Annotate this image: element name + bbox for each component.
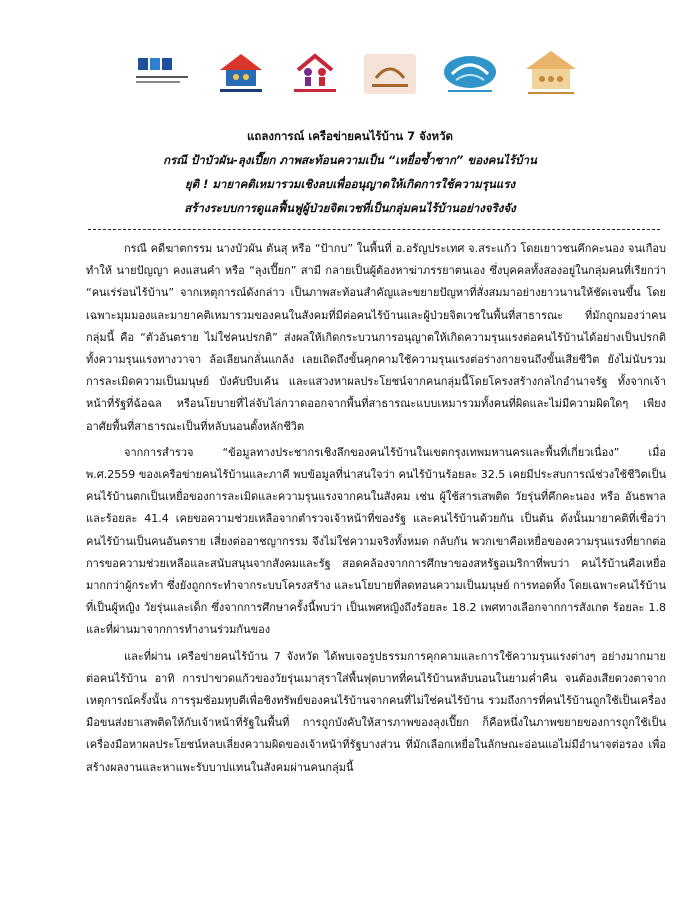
statement-title: แถลงการณ์ เครือข่ายคนไร้บ้าน 7 จังหวัด [246,129,454,143]
logo-shelter-family [288,52,342,96]
dashed-divider [88,229,660,230]
logo-water-hands [438,52,502,96]
statement-subtitle-1: กรณี ป้าบัวผัน-ลุงเปี๊ยก ภาพสะท้อนความเป็น “เหยื่อซ้ำซาก” ของคนไร้บ้าน [163,153,537,167]
paragraph-2: จากการสำรวจ “ข้อมูลทางประชากรเชิงลึกของคนไร้บ้านในเขตกรุงเทพมหานครและพื้นที่เกี่ยวเนื่อง” เมื่อ พ.ศ.2559 ของเครือข่ายคนไร้บ้านและภาคี พบข้อมูลที่น่าสนใจว่า คนไร้บ้านร้อยละ 32.5 เคยมีประสบการณ์ช่วงใช้ชีวิตเป็นคนไร้บ้านตกเป็นเหยื่อของการละเมิดและความรุนแรงจากคนในสังคม เช่น ผู้ใช้สารเสพติด วัยรุ่นที่คึกคะนอง หรือ อันธพาล และร้อยละ 41.4 เคยขอความช่วยเหลือจากตำรวจเจ้าหน้าที่ของรัฐ และคนไร้บ้านด้วยกัน เป็นต้น ดังนั้นมายาคติที่เชื่อว่า คนไร้บ้านเป็นคนอันตราย เสี่ยงต่ออาชญากรรม จึงไม่ใช่ความจริงทั้งหมด กลับกัน พวกเขาคือเหยื่อของความรุนแรงที่ยากต่อการขอความช่วยเหลือและสนับสนุนจากสังคมและรัฐ สอดคล้องจากการศึกษาของสหรัฐอเมริกาที่พบว่า คนไร้บ้านคือเหยื่อมากกว่าผู้กระทำ ซึ่งยังถูกกระทำจากระบบโครงสร้าง และนโยบายที่ลดทอนความเป็นมนุษย์ การทอดทิ้ง โดยเฉพาะคนไร้บ้านที่เป็นผู้หญิง วัยรุ่นและเด็ก ซึ่งจากการศึกษาครั้งนี้พบว่า เป็นเพศหญิงถึงร้อยละ 18.2 เพศทางเลือกจากการสังเกต ร้อยละ 1.8 และที่ผ่านมาจากการทำงานร่วมกันของ [86,445,666,637]
logo-homeless-network [214,52,268,96]
statement-subtitle-3: สร้างระบบการดูแลฟื้นฟูผู้ป่วยจิตเวชที่เป็นกลุ่มคนไร้บ้านอย่างจริงจัง [184,201,516,215]
logo-ranmanassa [130,52,194,96]
logo-hands [362,52,418,96]
logo-house-community [522,52,580,96]
paragraph-1: กรณี คดีฆาตกรรม นางบัวผัน ตันสุ หรือ “ป้ากบ” ในพื้นที่ อ.อรัญประเทศ จ.สระแก้ว โดยเยาวชนคึกคะนอง จนเกือบทำให้ นายปัญญา คงแสนคำ หรือ “ลุงเปี๊ยก” สามี กลายเป็นผู้ต้องหาฆ่าภรรยาตนเอง ซึ่งบุคคลทั้งสองอยู่ในกลุ่มคนที่เรียกว่า “คนเร่ร่อนไร้บ้าน” จากเหตุการณ์ดังกล่าว เป็นภาพสะท้อนสำคัญและขยายปัญหาที่สั่งสมมาอย่างยาวนานให้ชัดเจนขึ้น โดยเฉพาะมุมมองและมายาคติเหมารวมของคนในสังคมที่มีต่อคนไร้บ้านและผู้ป่วยจิตเวชในพื้นที่สาธารณะ ที่มักถูกมองว่าคนกลุ่มนี้ คือ “ตัวอันตราย ไม่ใช่คนปรกติ” ส่งผลให้เกิดกระบวนการอนุญาตให้เกิดความรุนแรงต่อคนไร้บ้านได้อย่างเป็นปรกติ ทั้งความรุนแรงทางวาจา ล้อเลียนกลั่นแกล้ง เลยเถิดถึงขั้นคุกคามใช้ความรุนแรงต่อร่างกายจนถึงขั้นเสียชีวิต ยังไม่นับรวมการละเมิดความเป็นมนุษย์ บังคับบีบเค้น และแสวงหาผลประโยชน์จากคนกลุ่มนี้โดยโครงสร้างกลไกอำนาจรัฐ ทั้งจากเจ้าหน้าที่รัฐที่ฉ้อฉล หรือนโยบายที่ไล่จับไล่กวาดออกจากพื้นที่สาธารณะแบบเหมารวมทั้งคนที่ผิดและไม่มีความผิดใดๆ เพียงอาศัยพื้นที่สาธารณะเป็นที่หลับนอนตั้งหลักชีวิต [86,242,666,433]
statement-header [40,128,660,224]
partner-logos [130,44,580,104]
statement-subtitle-2: ยุติ ! มายาคติเหมารวมเชิงลบเพื่ออนุญาตให้เกิดการใช้ความรุนแรง [184,177,516,191]
paragraph-3: และที่ผ่าน เครือข่ายคนไร้บ้าน 7 จังหวัด ได้พบเจอรูปธรรมการคุกคามและการใช้ความรุนแรงต่างๆ อย่างมากมายต่อคนไร้บ้าน อาทิ การปาขวดแก้วของวัยรุ่นเมาสุราใส่พื้นฟุตบาทที่คนไร้บ้านหลับนอนในยามค่ำคืน จนต้องเสียดวงตาจากเหตุการณ์ครั้งนั้น การรุมซ้อมทุบตีเพื่อชิงทรัพย์ของคนไร้บ้านจากคนที่ไม่ใช่คนไร้บ้าน รวมถึงการที่คนไร้บ้านถูกใช้เป็นเครื่องมือขนส่งยาเสพติดให้กับเจ้าหน้าที่รัฐในพื้นที่ การถูกบังคับให้สารภาพของลุงเปี๊ยก ก็คือหนึ่งในภาพขยายของการถูกใช้เป็นเครื่องมือหาผลประโยชน์หลบเลี่ยงความผิดของเจ้าหน้าที่รัฐบางส่วน ที่มักเลือกเหยื่อในลักษณะอ่อนแอไม่มีอำนาจต่อรอง เพื่อสร้างผลงานและหาแพะรับบาปแทนในสังคมผ่านคนกลุ่มนี้ [86,649,666,774]
statement-body [86,238,666,779]
